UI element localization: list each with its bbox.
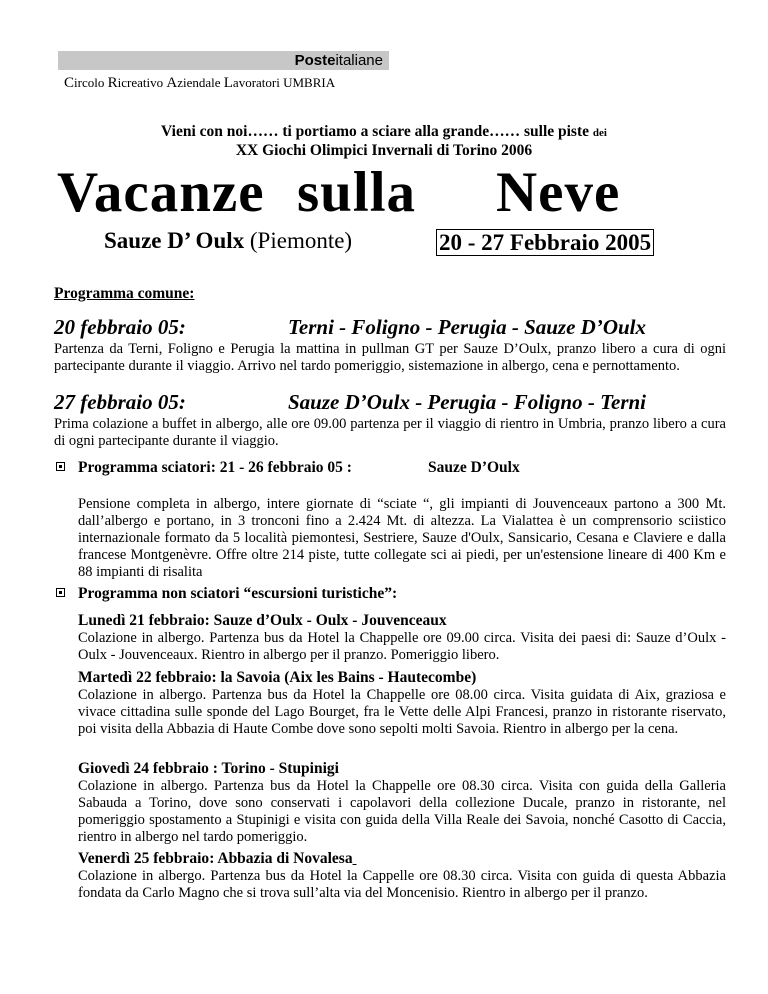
day-text-1: Partenza da Terni, Foligno e Perugia la mattina in pullman GT per Sauze D’Oulx, pranzo libero a cura di ogni partecipante durante il viaggio. Arrivo nel tardo pomeriggio, sistemazione in albergo, cena e pernottamento. [54,341,726,374]
programma-comune-heading: Programma comune: [54,285,195,302]
excursion-day: Giovedì 24 febbraio [78,760,209,777]
excursion-2 [78,669,726,738]
checkbox-bullet-icon [56,588,65,597]
day-heading-1 [54,315,647,340]
circolo-rest-1: ircolo [74,75,108,90]
tagline-small: dei [592,127,607,139]
location-place: Sauze D’ Oulx [104,228,245,253]
tagline-line1 [0,123,768,141]
sciatori-location: Sauze D’Oulx [428,459,520,476]
sciatori-title: Programma sciatori: 21 - 26 febbraio 05 : [78,459,352,476]
day-heading-2 [54,390,647,415]
excursion-text: Colazione in albergo. Partenza bus da Hotel la Cappelle ore 08.30 circa. Visita con guida di questa Abbazia fondata da Carlo Magno che si trova sull’alta via del Moncenisio. Rientro in albergo per il pranzo. [78,868,726,901]
circolo-cap-2: R [107,75,118,91]
trailing-underline [353,850,357,867]
circolo-cap-1: C [64,75,75,91]
headline-word-2: sulla [297,161,417,224]
excursion-heading [78,760,726,778]
excursion-4 [78,850,726,902]
posteitaliane-logo [58,51,389,70]
circolo-rest-4: avoratori [232,75,284,90]
circolo-cap-4: L [223,75,233,91]
main-headline [57,160,657,225]
headline-word-1: Vacanze [57,161,265,224]
tagline-text: Vieni con noi…… ti portiamo a sciare alla grande…… sulle piste [161,123,590,140]
headline-word-3: Neve [496,161,621,224]
excursion-dest: : Abbazia di Novalesa [209,850,353,867]
tagline-line2: XX Giochi Olimpici Invernali di Torino 2006 [235,142,533,159]
circolo-name [64,75,335,92]
excursion-day: Venerdì 25 febbraio [78,850,210,867]
circolo-region: UMBRIA [283,75,336,90]
excursion-3 [78,760,726,846]
day-route: Sauze D’Oulx - Perugia - Foligno - Terni [288,390,647,414]
location-line [104,228,352,254]
excursion-text: Colazione in albergo. Partenza bus da Hotel la Chappelle ore 08.00 circa. Visita guidata di Aix, graziosa e vivace cittadina sulle sponde del Lago Bourget, fra le Vette delle Alpi Francesi, pranzo in ristorante riservato, poi visita della Abbazia di Haute Combe dove sono sepolti molti Savoia. Rientro in albergo per la cena. [78,687,726,737]
excursion-heading [78,612,726,630]
excursion-text: Colazione in albergo. Partenza bus da Hotel la Chappelle ore 08.30 circa. Visita con guida della Galleria Sabauda a Torino, dove sono conservati i capolavori della collezione Ducale, pranzo in ristorante, nel pomeriggio spostamento a Stupinigi e visita con guida della Villa Reale dei Savoia, nonché Casotto di Caccia, rientro in albergo nel tardo pomeriggio. [78,778,726,845]
excursion-1 [78,612,726,664]
circolo-rest-2: icreativo [117,75,167,90]
excursion-day: Lunedì 21 febbraio [78,612,205,629]
excursion-heading [78,850,726,868]
excursion-heading [78,669,726,687]
logo-rest: italiane [335,52,383,69]
non-sciatori-title: Programma non sciatori “escursioni turistiche”: [78,585,398,602]
location-region: (Piemonte) [249,228,353,253]
excursion-dest: : Torino - Stupinigi [208,760,339,777]
excursion-dest: : la Savoia (Aix les Bains - Hautecombe) [211,669,477,686]
excursion-day: Martedì 22 febbraio [78,669,212,686]
day-text-2: Prima colazione a buffet in albergo, alle ore 09.00 partenza per il viaggio di rientro in Umbria, pranzo libero a cura di ogni partecipante durante il viaggio. [54,416,726,449]
day-date: 20 febbraio 05: [54,315,186,339]
circolo-rest-3: ziendale [177,75,224,90]
excursion-dest: : Sauze d’Oulx - Oulx - Jouvenceaux [204,612,447,629]
excursion-text: Colazione in albergo. Partenza bus da Hotel la Chappelle ore 09.00 circa. Visita dei paesi di: Sauze d’Oulx - Oulx - Jouvenceaux. Rientro in albergo per il pranzo. Pomeriggio libero. [78,630,726,663]
day-route: Terni - Foligno - Perugia - Sauze D’Oulx [288,315,647,339]
checkbox-bullet-icon [56,462,65,471]
date-range-box: 20 - 27 Febbraio 2005 [436,229,654,256]
circolo-cap-3: A [166,75,178,91]
logo-bold: Poste [294,52,336,69]
sciatori-text: Pensione completa in albergo, intere giornate di “sciate “, gli impianti di Jouvenceaux partono a 300 Mt. dall’albergo e portano, in 3 tronconi fino a 2.424 Mt. di altezza. La Vialattea è un comprensorio sciistico internazionale formato da 5 località piemontesi, Sestriere, Sauze d'Oulx, Sansicario, Cesana e Claviere e dalla francese Montgenèvre. Offre oltre 214 piste, tutte collegate sci ai piedi, per un'estensione lineare di 400 Km e 88 impianti di risalita [78,496,726,580]
day-date: 27 febbraio 05: [54,390,186,414]
